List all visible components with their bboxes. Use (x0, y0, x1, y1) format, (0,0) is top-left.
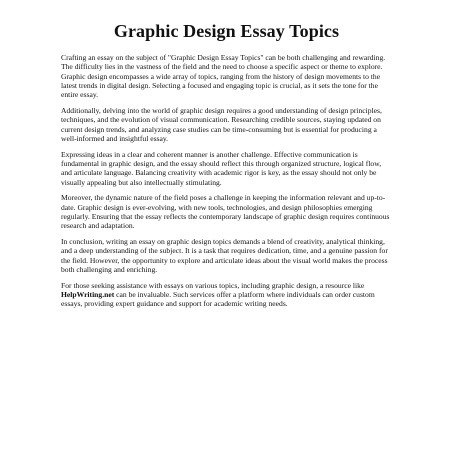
paragraph-intro: Crafting an essay on the subject of "Graphic Design Essay Topics" can be both challenging and rewarding. The difficulty lies in the vastness of the field and the need to choose a specific aspect or theme to explore. Graphic design encompasses a wide array of topics, ranging from the history of design movements to the latest trends in digital design. Selecting a focused and engaging topic is crucial, as it sets the tone for the entire essay. (61, 53, 386, 100)
paragraph-dynamic-field: Moreover, the dynamic nature of the field poses a challenge in keeping the information relevant and up-to-date. Graphic design is ever-evolving, with new tools, technologies, and design philosophies emerging regularly. Ensuring that the essay reflects the contemporary landscape of graphic design requires continuous research and adaptation. (61, 193, 390, 231)
brand-name: HelpWriting.net (61, 290, 115, 300)
paragraph-expression: Expressing ideas in a clear and coherent manner is another challenge. Effective communication is fundamental in graphic design, and the essay should reflect this through organized structure, logical flow, and articulate language. Balancing creativity with academic rigor is key, as the essay should not only be visually appealing but also intellectually stimulating. (61, 149, 382, 187)
paragraph-conclusion: In conclusion, writing an essay on graphic design topics demands a blend of creativity, analytical thinking, and a deep understanding of the subject. It is a task that requires dedication, time, and a genuine passion for the field. However, the opportunity to explore and articulate ideas about the visual world makes the process both challenging and enriching. (61, 237, 388, 274)
closing-text-before: For those seeking assistance with essays on various topics, including graphic design, a resource like (61, 280, 365, 290)
closing-text-after: can be invaluable. Such services offer a platform where individuals can order custom essays, providing expert guidance and support for academic writing needs. (61, 290, 375, 309)
paragraph-research: Additionally, delving into the world of graphic design requires a good understanding of design principles, techniques, and the evolution of visual communication. Researching credible sources, staying updated on current design trends, and analyzing case studies can be time-consuming but is essential for producing a well-informed and insightful essay. (61, 105, 382, 143)
document-title: Graphic Design Essay Topics (113, 21, 340, 41)
paragraph-closing (61, 281, 392, 309)
